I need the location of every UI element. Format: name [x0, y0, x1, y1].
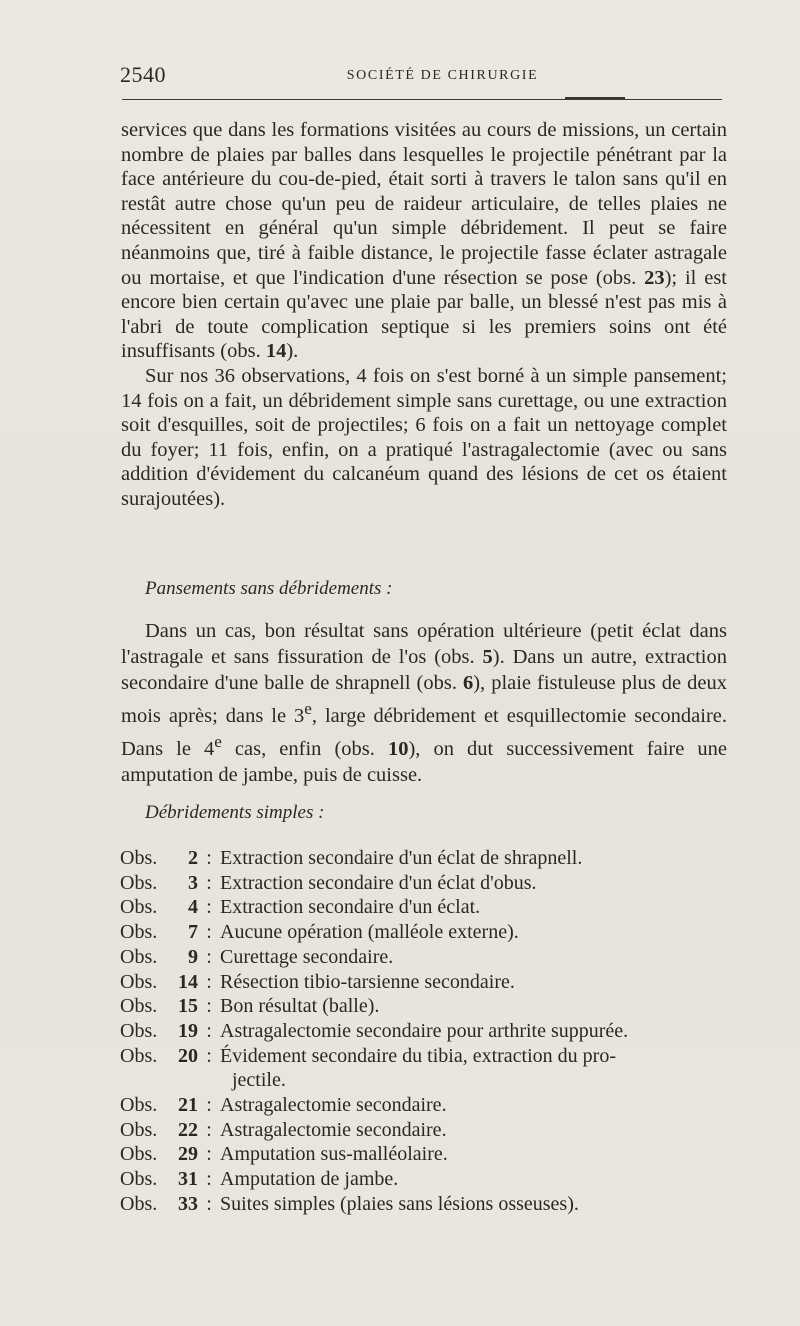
obs-text: Aucune opération (malléole externe).: [220, 921, 519, 944]
obs-number: 9: [188, 945, 198, 968]
obs-number: 7: [188, 921, 198, 944]
obs-label: Obs.: [120, 1019, 158, 1042]
obs-colon: :: [206, 1192, 212, 1215]
section-heading: Pansements sans débridements :: [145, 578, 393, 599]
observation-row: [120, 1167, 726, 1192]
obs-text: Bon résultat (balle).: [220, 995, 380, 1018]
obs-number: 4: [188, 896, 198, 919]
obs-label: Obs.: [120, 1168, 158, 1191]
obs-text: Astragalectomie secondaire.: [220, 1118, 447, 1141]
observation-row: [120, 1142, 726, 1167]
header-rule: [122, 99, 722, 100]
observation-row: [120, 970, 726, 995]
obs-number: 3: [188, 871, 198, 894]
obs-text: Suites simples (plaies sans lésions osseuses).: [220, 1192, 579, 1215]
observation-row: [120, 994, 726, 1019]
obs-number: 15: [178, 995, 198, 1018]
obs-colon: :: [206, 970, 212, 993]
obs-text: Extraction secondaire d'un éclat d'obus.: [220, 871, 537, 894]
obs-colon: :: [206, 871, 212, 894]
obs-colon: :: [206, 945, 212, 968]
obs-colon: :: [206, 1143, 212, 1166]
section-text: [121, 618, 727, 788]
running-head: SOCIÉTÉ DE CHIRURGIE: [346, 68, 539, 83]
obs-colon: :: [206, 896, 212, 919]
obs-number: 29: [178, 1143, 198, 1166]
obs-number: 20: [178, 1044, 198, 1067]
paragraph: Sur nos 36 observations, 4 fois on s'est borné à un simple pansement; 14 fois on a fait, un débridement simple sans curettage, ou une extraction soit d'esquilles, soit de projectiles; 6 fois on a fait un nettoyage complet du foyer; 11 fois, enfin, on a pratiqué l'astragalectomie (avec ou sans addition d'évidement du calcanéum quand des lésions de cet os étaient surajoutées).: [121, 364, 727, 510]
obs-number: 19: [178, 1019, 198, 1042]
obs-text: Évidement secondaire du tibia, extraction du pro-: [220, 1044, 616, 1067]
obs-colon: :: [206, 847, 212, 869]
obs-number: 31: [178, 1168, 198, 1191]
obs-colon: :: [206, 1118, 212, 1141]
obs-text: Curettage secondaire.: [220, 945, 394, 968]
obs-text: Astragalectomie secondaire pour arthrite suppurée.: [220, 1019, 629, 1042]
obs-colon: :: [206, 995, 212, 1018]
obs-label: Obs.: [120, 970, 158, 993]
obs-label: Obs.: [120, 1094, 158, 1117]
obs-label: Obs.: [120, 1192, 158, 1215]
page-number: 2540: [120, 62, 166, 87]
obs-number: 2: [188, 847, 198, 869]
obs-colon: :: [206, 1019, 212, 1042]
paragraph: Dans un cas, bon résultat sans opération ultérieure (petit éclat dans l'astragale et sans fissuration de l'os (obs. 5). Dans un autre, extraction secondaire d'une balle de shrapnell (obs. 6), plaie fistuleuse plus de deux mois après; dans le 3e, large débridement et esquillectomie secondaire. Dans le 4e cas, enfin (obs. 10), on dut successivement faire une amputation de jambe, puis de cuisse.: [121, 620, 727, 786]
observation-row: [120, 846, 726, 871]
observation-row: [120, 895, 726, 920]
observation-row: [120, 1093, 726, 1118]
obs-number: 21: [178, 1094, 198, 1117]
obs-label: Obs.: [120, 945, 158, 968]
obs-number: 33: [178, 1192, 198, 1215]
obs-number: 14: [178, 970, 198, 993]
observation-row: [120, 1044, 726, 1069]
obs-label: Obs.: [120, 896, 158, 919]
header-rule-mark: [565, 97, 625, 100]
obs-text: Résection tibio-tarsienne secondaire.: [220, 970, 515, 993]
obs-text: Astragalectomie secondaire.: [220, 1094, 447, 1117]
observation-list: [120, 846, 726, 1217]
obs-colon: :: [206, 1044, 212, 1067]
obs-text: Amputation sus-malléolaire.: [220, 1143, 448, 1166]
obs-label: Obs.: [120, 871, 158, 894]
obs-label: Obs.: [120, 995, 158, 1018]
obs-text: Amputation de jambe.: [220, 1168, 399, 1191]
section-heading: Débridements simples :: [145, 802, 325, 823]
obs-label: Obs.: [120, 847, 158, 869]
intro-text: [121, 118, 727, 512]
obs-label: Obs.: [120, 1143, 158, 1166]
obs-label: Obs.: [120, 1118, 158, 1141]
observation-row: [120, 1019, 726, 1044]
obs-label: Obs.: [120, 921, 158, 944]
observation-continuation: jectile.: [232, 1069, 286, 1092]
obs-text: Extraction secondaire d'un éclat.: [220, 896, 481, 919]
observation-row: [120, 1192, 726, 1217]
observation-row: [120, 945, 726, 970]
paragraph: services que dans les formations visitées au cours de missions, un certain nombre de plaies par balles dans lesquelles le projectile pénétrant par la face antérieure du cou-de-pied, était sorti à travers le talon sans qu'il en restât autre chose qu'un peu de raideur articulaire, de telles plaies ne nécessitent en général qu'un simple débridement. Il peut se faire néanmoins que, tiré à faible distance, le projectile fasse éclater astragale ou mortaise, et que l'indication d'une résection se pose (obs. 23); il est encore bien certain qu'avec une plaie par balle, un blessé n'est pas mis à l'abri de toute complication septique si les premiers soins ont été insuffisants (obs. 14).: [121, 119, 727, 363]
obs-number: 22: [178, 1118, 198, 1141]
observation-row: [120, 1118, 726, 1143]
page-header: [120, 62, 725, 90]
obs-colon: :: [206, 1094, 212, 1117]
obs-text: Extraction secondaire d'un éclat de shrapnell.: [220, 847, 583, 869]
observation-row: [120, 920, 726, 945]
obs-colon: :: [206, 921, 212, 944]
observation-row: [120, 871, 726, 896]
obs-label: Obs.: [120, 1044, 158, 1067]
obs-colon: :: [206, 1168, 212, 1191]
